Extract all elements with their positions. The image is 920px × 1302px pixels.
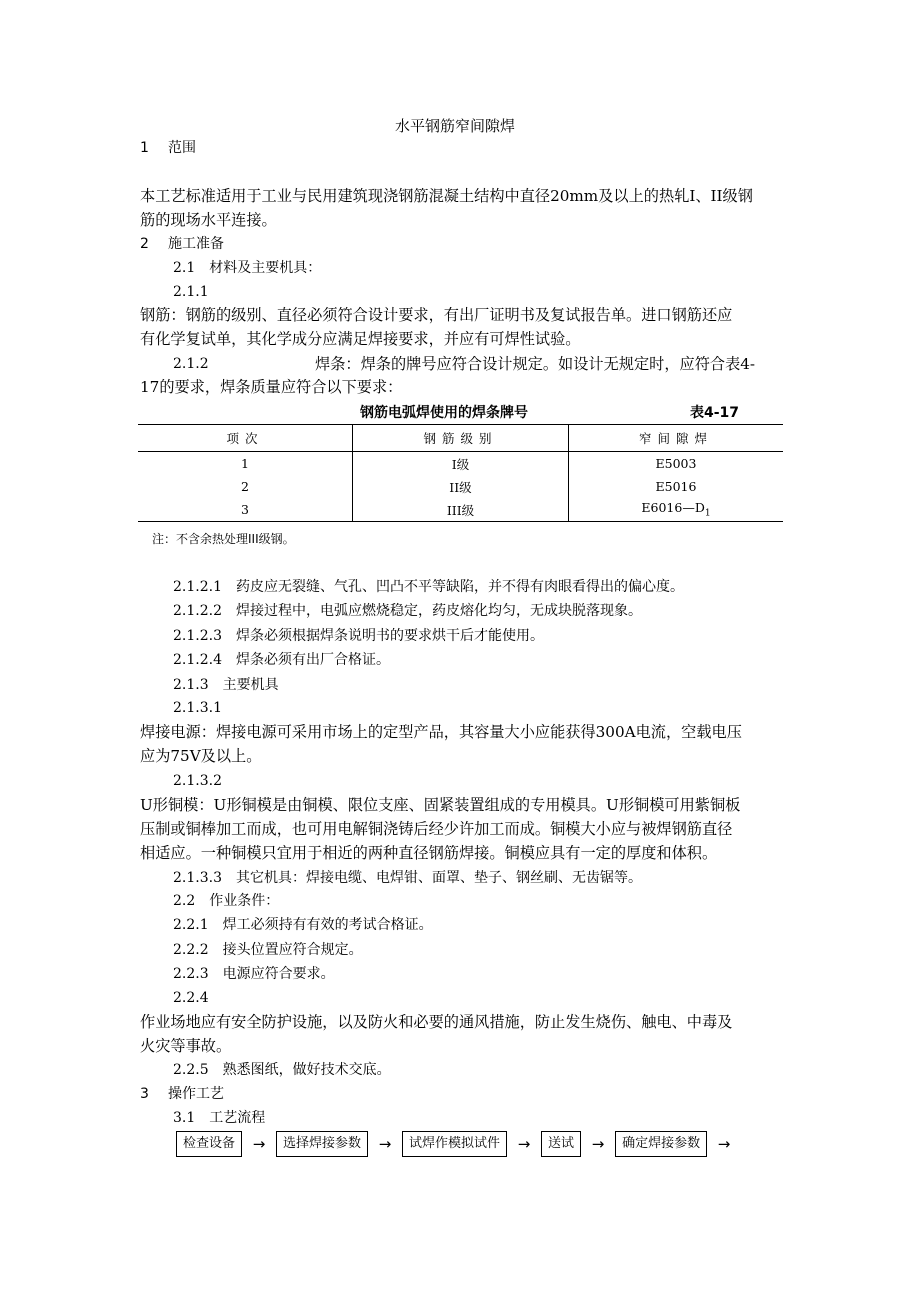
section-number: 2 <box>140 236 149 252</box>
flow-arrow: → <box>517 1135 531 1153</box>
clause-2-1-3: 2.1.3 主要机具 <box>173 677 279 693</box>
paragraph-line: 筋的现场水平连接。 <box>140 211 277 229</box>
cell-value: E6016—D <box>641 500 705 516</box>
table-cell: 2 <box>241 479 249 494</box>
column-header: 项次 <box>138 425 353 452</box>
flow-arrow: → <box>717 1135 731 1153</box>
clause-2-2-1: 2.2.1 焊工必须持有有效的考试合格证。 <box>173 917 433 933</box>
clause-2-1-2-4: 2.1.2.4 焊条必须有出厂合格证。 <box>173 652 390 668</box>
section-title: 操作工艺 <box>168 1086 224 1102</box>
section-3-heading <box>140 1084 224 1104</box>
clause-2-1-3-1: 2.1.3.1 <box>173 700 222 716</box>
clause-2-1-2: 2.1.2 <box>173 356 209 372</box>
clause-2-1-2-2: 2.1.2.2 焊接过程中，电弧应燃烧稳定，药皮熔化均匀，无成块脱落现象。 <box>173 603 642 619</box>
column-header: 窄间隙焊 <box>569 425 784 452</box>
paragraph-line: 有化学复试单，其化学成分应满足焊接要求，并应有可焊性试验。 <box>140 330 581 348</box>
table-cell: E5016 <box>569 475 784 498</box>
section-title: 范围 <box>168 140 196 156</box>
table-cell: III级 <box>353 498 569 522</box>
table-row <box>138 498 783 522</box>
clause-2-1-3-3: 2.1.3.3 其它机具：焊接电缆、电焊钳、面罩、垫子、钢丝刷、无齿锯等。 <box>173 870 642 886</box>
table-cell: I级 <box>353 452 569 476</box>
clause-2-1: 2.1 材料及主要机具： <box>173 260 322 276</box>
table-cell: E5003 <box>569 452 784 476</box>
paragraph-line: 焊条：焊条的牌号应符合设计规定。如设计无规定时，应符合表4- <box>315 355 756 373</box>
flow-step-send-test: 送试 <box>541 1131 581 1157</box>
table-label: 表4-17 <box>690 405 740 421</box>
section-2-heading <box>140 234 224 254</box>
flow-step-select-parameters: 选择焊接参数 <box>276 1131 368 1157</box>
table-caption: 钢筋电弧焊使用的焊条牌号 <box>360 405 528 421</box>
table-cell: 1 <box>241 456 249 471</box>
paragraph-line: 作业场地应有安全防护设施，以及防火和必要的通风措施，防止发生烧伤、触电、中毒及 <box>140 1013 733 1031</box>
section-1-heading <box>140 138 196 158</box>
paragraph-line: 17的要求，焊条质量应符合以下要求： <box>140 378 403 396</box>
table-header-row <box>138 425 783 452</box>
paragraph-line: 相适应。一种铜模只宜用于相近的两种直径钢筋焊接。铜模应具有一定的厚度和体积。 <box>140 844 718 862</box>
section-number: 1 <box>140 140 149 156</box>
paragraph-line: 压制或铜棒加工而成，也可用电解铜浇铸后经少许加工而成。铜模大小应与被焊钢筋直径 <box>140 820 733 838</box>
clause-2-2-2: 2.2.2 接头位置应符合规定。 <box>173 942 363 958</box>
clause-2-1-2-3: 2.1.2.3 焊条必须根据焊条说明书的要求烘干后才能使用。 <box>173 628 544 644</box>
flow-arrow: → <box>378 1135 392 1153</box>
clause-2-1-1: 2.1.1 <box>173 284 209 300</box>
page-title: 水平钢筋窄间隙焊 <box>395 117 516 135</box>
paragraph-line: U形铜模：U形铜模是由铜模、限位支座、固紧装置组成的专用模具。U形铜模可用紫铜板 <box>140 796 741 814</box>
flow-step-inspect-equipment: 检查设备 <box>176 1131 242 1157</box>
table-cell: II级 <box>353 475 569 498</box>
clause-2-2-4: 2.2.4 <box>173 990 209 1006</box>
section-title: 施工准备 <box>168 236 224 252</box>
process-flow <box>176 1130 741 1158</box>
section-number: 3 <box>140 1086 149 1102</box>
clause-2-1-3-2: 2.1.3.2 <box>173 773 222 789</box>
clause-2-2: 2.2 作业条件： <box>173 893 280 909</box>
table-note: 注：不含余热处理III级钢。 <box>152 532 295 546</box>
clause-2-2-3: 2.2.3 电源应符合要求。 <box>173 966 335 982</box>
clause-2-2-5: 2.2.5 熟悉图纸，做好技术交底。 <box>173 1062 391 1078</box>
column-header: 钢筋级别 <box>353 425 569 452</box>
electrode-table <box>138 424 783 522</box>
flow-step-trial-weld: 试焊作模拟试件 <box>402 1131 507 1157</box>
paragraph-line: 焊接电源：焊接电源可采用市场上的定型产品，其容量大小应能获得300A电流，空载电压 <box>140 723 742 741</box>
paragraph-line: 火灾等事故。 <box>140 1037 232 1055</box>
flow-arrow: → <box>252 1135 266 1153</box>
clause-3-1: 3.1 工艺流程 <box>173 1110 266 1126</box>
table-cell: 3 <box>138 498 353 522</box>
flow-arrow: → <box>591 1135 605 1153</box>
paragraph-line: 钢筋：钢筋的级别、直径必须符合设计要求，有出厂证明书及复试报告单。进口钢筋还应 <box>140 306 733 324</box>
paragraph-line: 应为75V及以上。 <box>140 747 262 765</box>
cell-subscript: 1 <box>704 508 711 519</box>
paragraph-line: 本工艺标准适用于工业与民用建筑现浇钢筋混凝土结构中直径20mm及以上的热轧I、II级钢 <box>140 187 753 205</box>
clause-2-1-2-1: 2.1.2.1 药皮应无裂缝、气孔、凹凸不平等缺陷，并不得有肉眼看得出的偏心度。 <box>173 579 684 595</box>
table-cell <box>569 498 784 522</box>
table-row <box>138 452 783 476</box>
table-row <box>138 475 783 498</box>
flow-step-confirm-parameters: 确定焊接参数 <box>615 1131 707 1157</box>
